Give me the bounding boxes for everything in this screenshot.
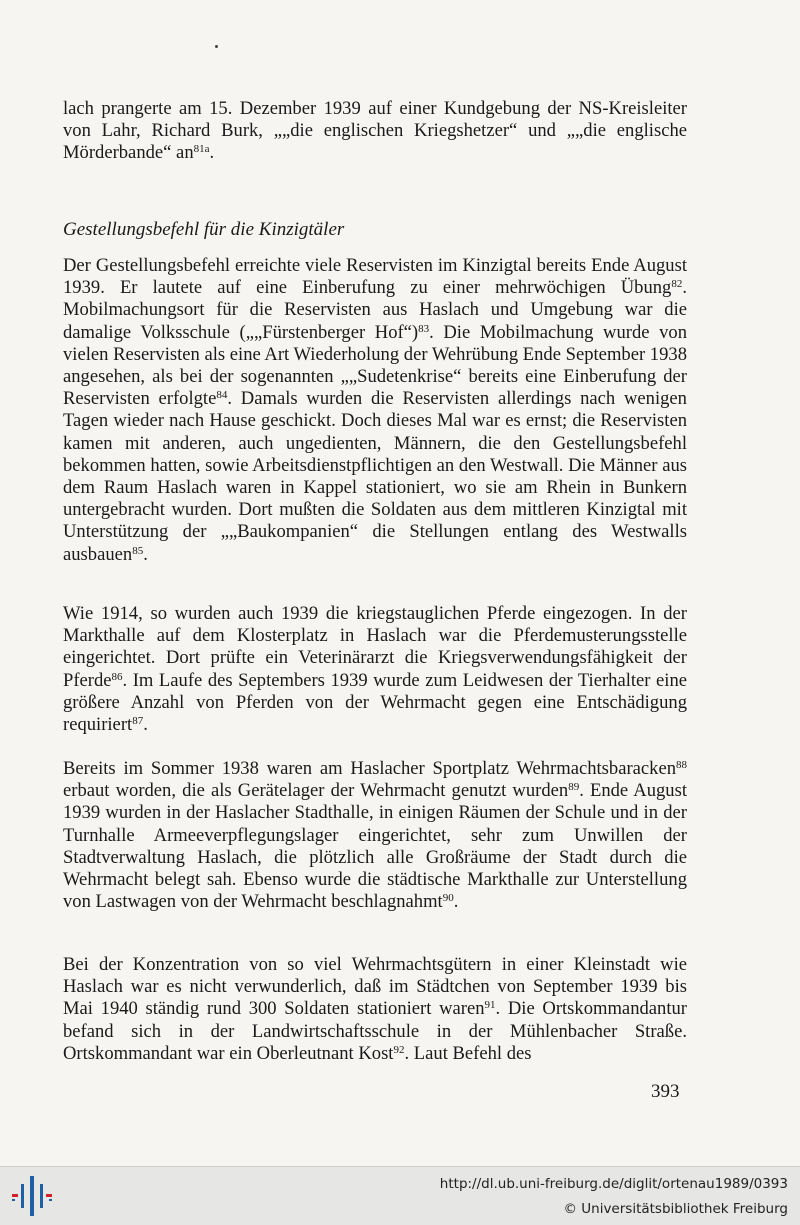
copyright-notice: © Universitätsbibliothek Freiburg bbox=[563, 1201, 788, 1217]
intro-text: lach prangerte am 15. Dezember 1939 auf einer Kundgebung der NS-Kreisleiter von Lahr, Richard Burk, „„die englischen Kriegshetzer“ und „„die englische Mörderbande“ an bbox=[63, 98, 687, 164]
footnote-ref[interactable]: 85 bbox=[132, 544, 144, 557]
p1-text: . Die Mobilmachung wurde von vielen Reservisten als eine Art Wiederholung der Wehrübung Ende September 1938 angesehen, als bei der sogenannten „„Sudetenkrise“ bereits eine Einberufung der Reservisten erfolgte bbox=[63, 321, 687, 410]
p3-text: . bbox=[453, 891, 459, 913]
permalink-url[interactable]: http://dl.ub.uni-freiburg.de/diglit/ortenau1989/0393 bbox=[439, 1176, 788, 1192]
library-logo-icon[interactable] bbox=[10, 1175, 54, 1221]
p1-text: . bbox=[143, 543, 148, 565]
p1-text: Der Gestellungsbefehl erreichte viele Reservisten im Kinzigtal bereits Ende August 1939. Er lautete auf eine Einberufung zu einer mehrwöchigen Übung bbox=[63, 255, 687, 299]
p2-text: . Im Laufe des Septembers 1939 wurde zum Leidwesen der Tierhalter eine größere Anzahl von Pferden von der Wehrmacht gegen eine Entschädigung requiriert bbox=[63, 669, 687, 736]
footnote-ref[interactable]: 82 bbox=[671, 278, 683, 291]
p2-text: . bbox=[143, 714, 148, 736]
page-number: 393 bbox=[651, 1081, 680, 1102]
p3-text: . Ende August 1939 wurden in der Haslacher Stadthalle, in einigen Räumen der Schule und in der Turnhalle Armeeverpflegungslager eingerichtet, sehr zum Unwillen der Stadtverwaltung Haslach, die plötzlich alle Großräume der Stadt durch die Wehrmacht belegt sah. Ebenso wurde die städtische Markthalle zur Unterstellung von Lastwagen von der Wehrmacht beschlagnahmt bbox=[63, 780, 688, 913]
intro-end: . bbox=[209, 142, 215, 164]
footnote-ref[interactable]: 91 bbox=[484, 999, 496, 1012]
footnote-ref[interactable]: 87 bbox=[132, 715, 144, 728]
p4-text: . Die Ortskommandantur befand sich in der Landwirtschaftsschule in der Mühlenbacher Straße. Ortskommandant war ein Oberleutnant Kost bbox=[63, 998, 687, 1064]
footnote-ref[interactable]: 84 bbox=[216, 389, 228, 402]
p4-text: Bei der Konzentration von so viel Wehrmachtsgütern in einer Kleinstadt wie Haslach war es nicht verwunderlich, daß im Städtchen von September 1939 bis Mai 1940 ständig rund 300 Soldaten stationiert waren bbox=[63, 954, 687, 1020]
scan-speck bbox=[215, 45, 218, 48]
p1-text: . Mobilmachungsort für die Reservisten aus Haslach und Umgebung war die damalige Volksschule („„Fürstenberger Hof“) bbox=[63, 277, 687, 343]
footnote-ref[interactable]: 88 bbox=[676, 759, 687, 771]
footer-bar bbox=[0, 1166, 800, 1225]
p3-text: Bereits im Sommer 1938 waren am Haslacher Sportplatz Wehrmachtsbaracken bbox=[63, 758, 676, 779]
paragraph-1 bbox=[63, 255, 687, 566]
footnote-ref[interactable]: 86 bbox=[111, 670, 123, 683]
paragraph-4 bbox=[63, 954, 687, 1065]
p2-text: Wie 1914, so wurden auch 1939 die kriegstauglichen Pferde eingezogen. In der Markthalle auf dem Klosterplatz in Haslach war die Pferdemusterungsstelle eingerichtet. Dort prüfte ein Veterinärarzt die Kriegsverwendungsfähigkeit der Pferde bbox=[63, 603, 687, 691]
paragraph-2 bbox=[63, 603, 687, 736]
paragraph-3 bbox=[63, 758, 687, 913]
intro-paragraph bbox=[63, 98, 687, 165]
footnote-ref[interactable]: 89 bbox=[568, 781, 580, 794]
footnote-ref[interactable]: 81a bbox=[193, 143, 210, 156]
footnote-ref[interactable]: 92 bbox=[393, 1043, 405, 1056]
p1-text: . Damals wurden die Reservisten allerdings nach wenigen Tagen wieder nach Hause geschickt. Doch dieses Mal war es ernst; die Reservisten kamen mit anderen, auch ungedienten, Männern, die den Gestellungsbefehl bekommen hatten, sowie Arbeitsdienstpflichtigen an den Westwall. Die Männer aus dem Raum Haslach waren in Kappel stationiert, wo sie am Rhein in Bunkern untergebracht wurden. Dort mußten die Soldaten aus dem mittleren Kinzigtal mit Unterstützung der „„Baukompanien“ die Stellungen entlang des Westwalls ausbauen bbox=[63, 388, 687, 565]
section-heading: Gestellungsbefehl für die Kinzigtäler bbox=[63, 219, 345, 240]
footnote-ref[interactable]: 83 bbox=[418, 322, 430, 335]
footnote-ref[interactable]: 90 bbox=[442, 892, 454, 905]
p3-text: erbaut worden, die als Gerätelager der Wehrmacht genutzt wurden bbox=[63, 780, 569, 802]
p4-text: . Laut Befehl des bbox=[404, 1042, 532, 1064]
